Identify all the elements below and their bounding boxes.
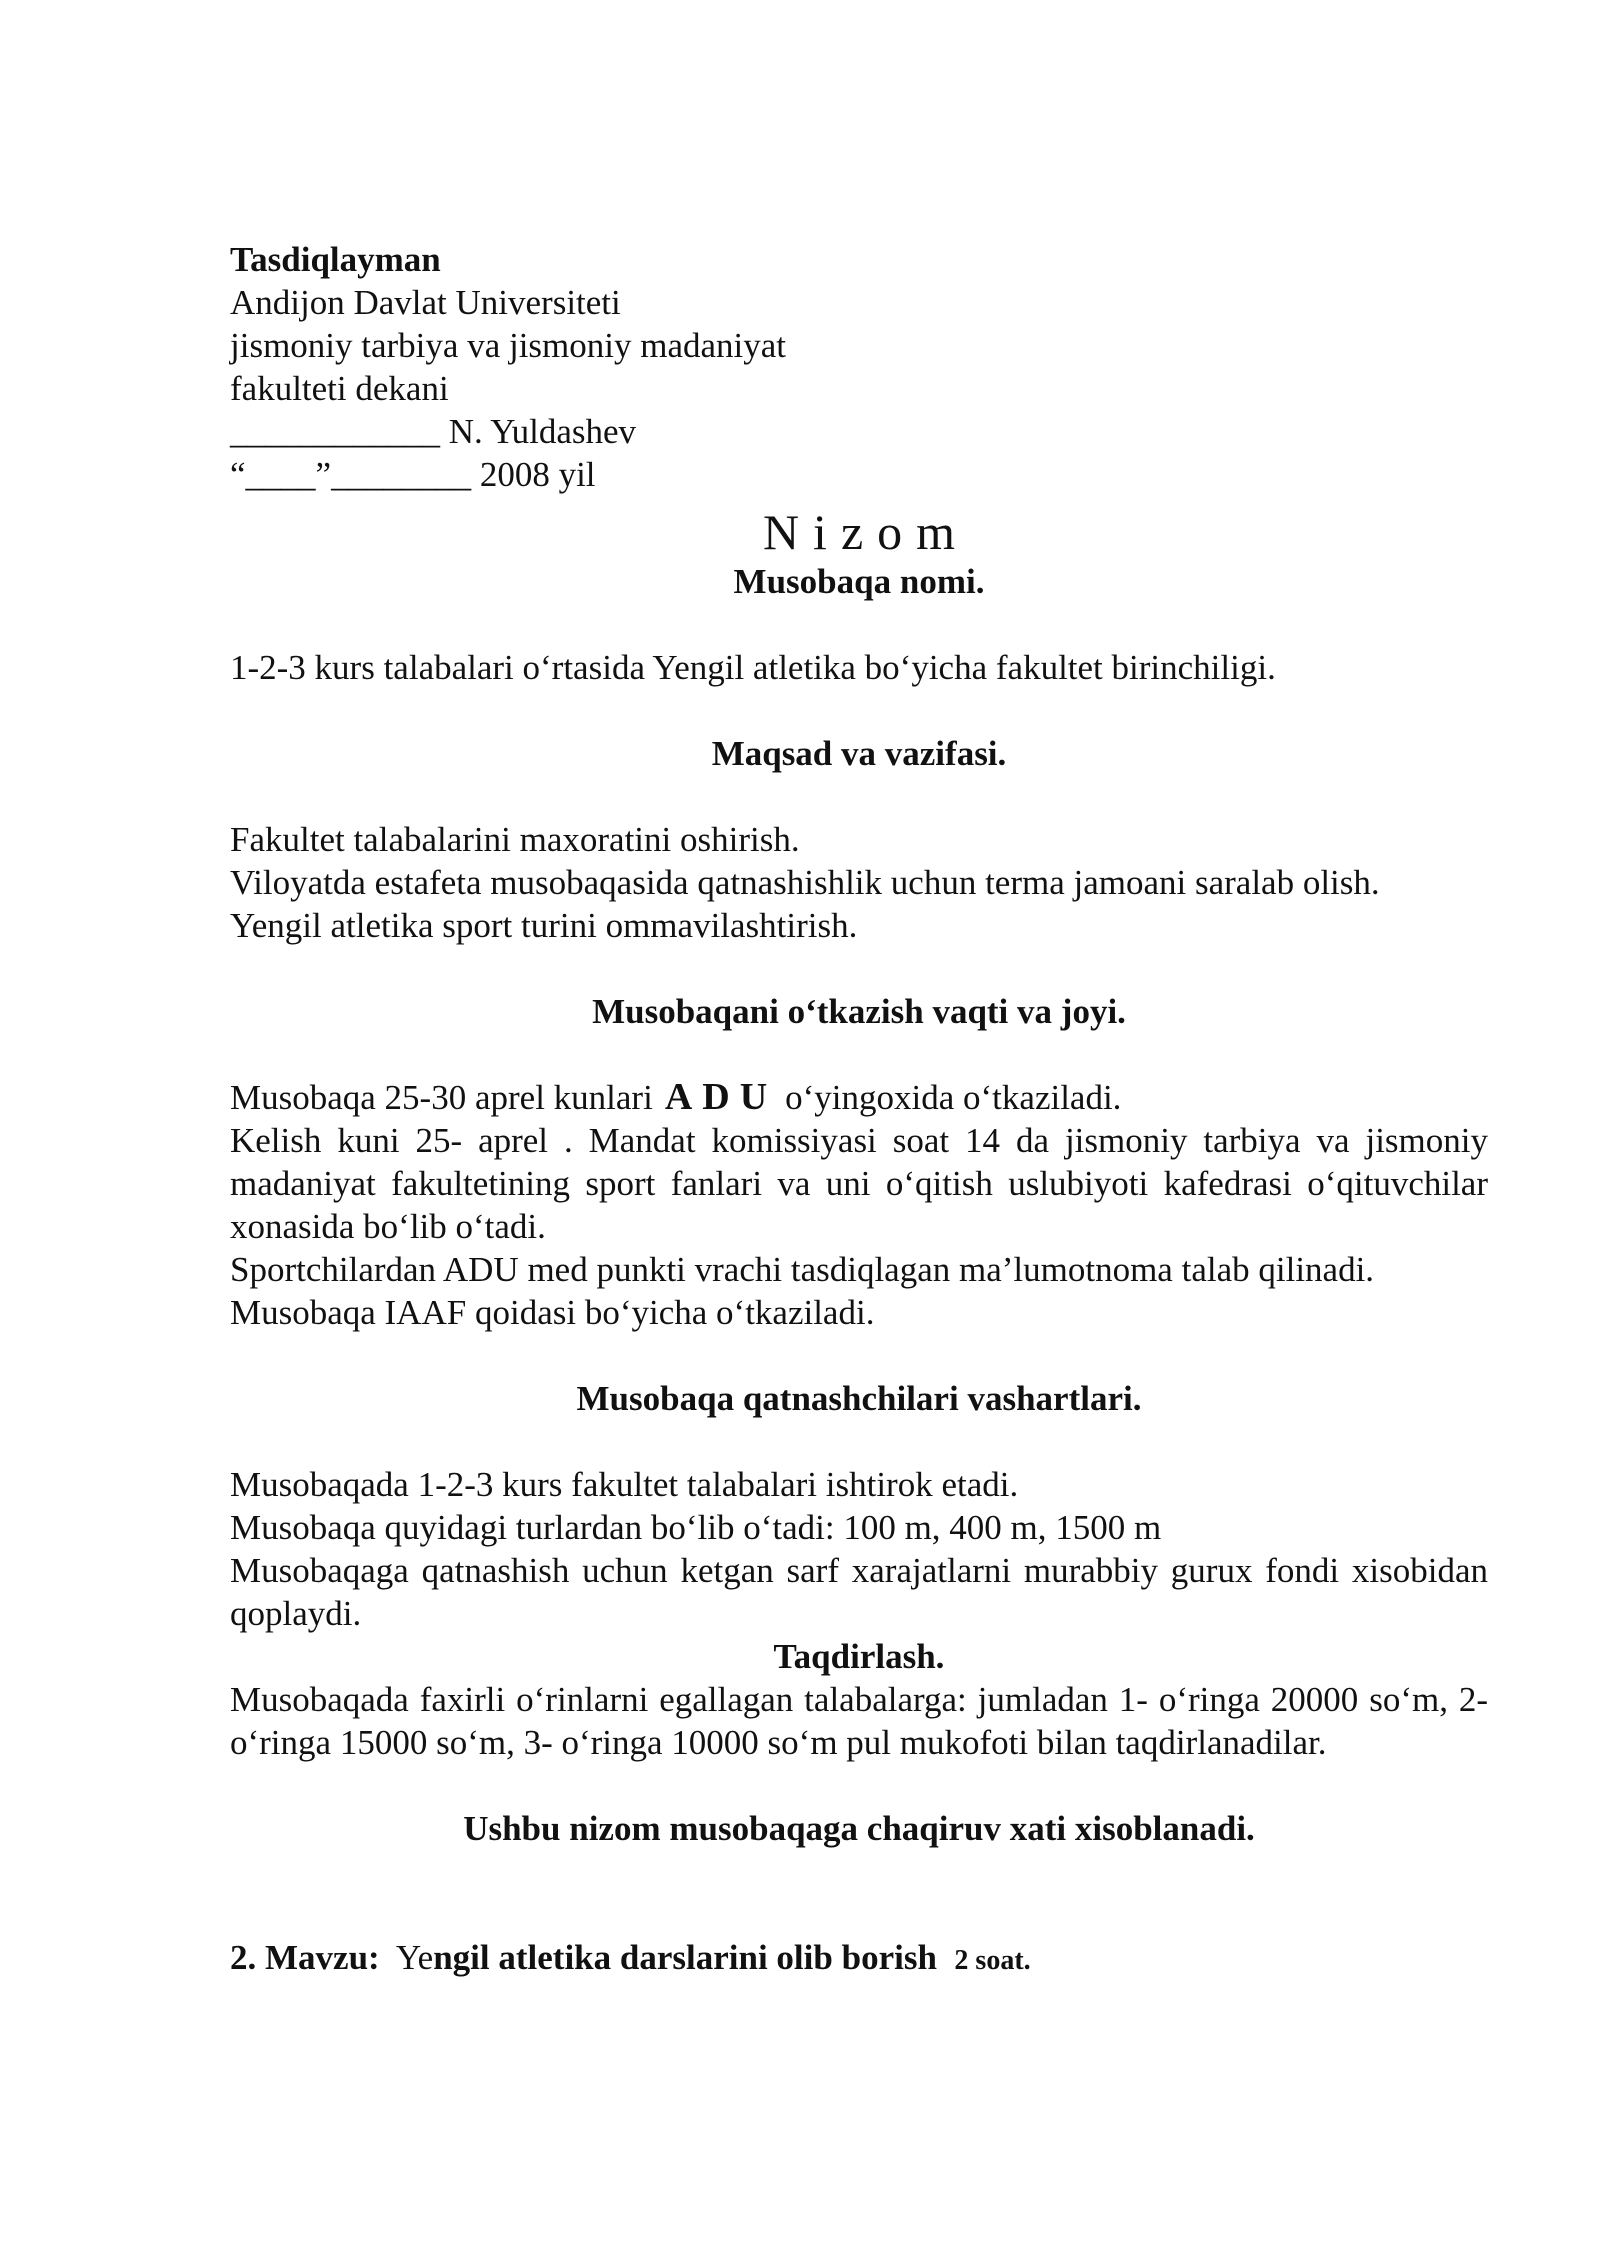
adu-abbreviation: ADU (664, 1076, 778, 1118)
section-heading-award: Taqdirlash. (773, 1637, 945, 1676)
goal-list (230, 818, 1488, 947)
time-place-text-after: o‘yingoxida o‘tkaziladi. (785, 1078, 1122, 1117)
section-heading-goal: Maqsad va vazifasi. (711, 734, 1007, 773)
arrival-paragraph: Kelish kuni 25- aprel . Mandat komissiyasi soat 14 da jismoniy tarbiya va jismoniy madaniyat fakultetining sport fanlari va uni o‘qitish uslubiyoti kafedrasi o‘qituvchilar xonasida bo‘lib o‘tadi. (230, 1121, 1488, 1246)
time-place-line (230, 1076, 1488, 1119)
approval-date: “____”________ 2008 yil (230, 455, 596, 494)
award-paragraph: Musobaqada faxirli o‘rinlarni egallagan talabalarga: jumladan 1- o‘ringa 20000 so‘m, 2- o‘ringa 15000 so‘m, 3- o‘ringa 10000 so‘m pul mukofoti bilan taqdirlanadilar. (230, 1680, 1488, 1762)
participants-line: Musobaqada 1-2-3 kurs fakultet talabalari ishtirok etadi. (230, 1465, 1019, 1504)
section-heading-time-place: Musobaqani o‘tkazish vaqti va joyi. (592, 992, 1126, 1031)
document-title: Nizom (762, 504, 970, 560)
goal-line: Yengil atletika sport turini ommavilashtirish. (230, 906, 858, 945)
medical-requirement: Sportchilardan ADU med punkti vrachi tasdiqlagan ma’lumotnoma talab qilinadi. (230, 1250, 1375, 1289)
expenses-paragraph: Musobaqaga qatnashish uchun ketgan sarf xarajatlarni murabbiy gurux fondi xisobidan qoplaydi. (230, 1551, 1488, 1633)
document-content (230, 238, 1488, 1982)
approval-position: fakulteti dekani (230, 369, 449, 408)
goal-line: Viloyatda estafeta musobaqasida qatnashishlik uchun terma jamoani saralab olish. (230, 863, 1380, 902)
mavzu-topic-prefix: Ye (395, 1938, 434, 1977)
section-heading-name: Musobaqa nomi. (733, 562, 985, 601)
competition-name-text: 1-2-3 kurs talabalari o‘rtasida Yengil atletika bo‘yicha fakultet birinchiligi. (230, 648, 1276, 687)
mavzu-label: 2. Mavzu: (230, 1938, 380, 1977)
goal-line: Fakultet talabalarini maxoratini oshirish. (230, 820, 800, 859)
approval-faculty: jismoniy tarbiya va jismoniy madaniyat (230, 326, 787, 365)
time-place-text-before: Musobaqa 25-30 aprel kunlari (230, 1078, 653, 1117)
section-heading-participants: Musobaqa qatnashchilari vashartlari. (576, 1379, 1142, 1418)
events-line: Musobaqa quyidagi turlardan bo‘lib o‘tadi: 100 m, 400 m, 1500 m (230, 1508, 1162, 1547)
closing-statement: Ushbu nizom musobaqaga chaqiruv xati xisoblanadi. (463, 1809, 1255, 1848)
mavzu-topic: ngil atletika darslarini olib borish (433, 1938, 937, 1977)
approval-university: Andijon Davlat Universiteti (230, 283, 621, 322)
rules-line: Musobaqa IAAF qoidasi bo‘yicha o‘tkaziladi. (230, 1293, 875, 1332)
approval-signature: ____________ N. Yuldashev (230, 412, 637, 451)
approval-heading: Tasdiqlayman (230, 240, 441, 279)
mavzu-line (230, 1936, 1488, 1982)
approval-block (230, 238, 1488, 496)
mavzu-hours: 2 soat. (954, 1945, 1031, 1976)
